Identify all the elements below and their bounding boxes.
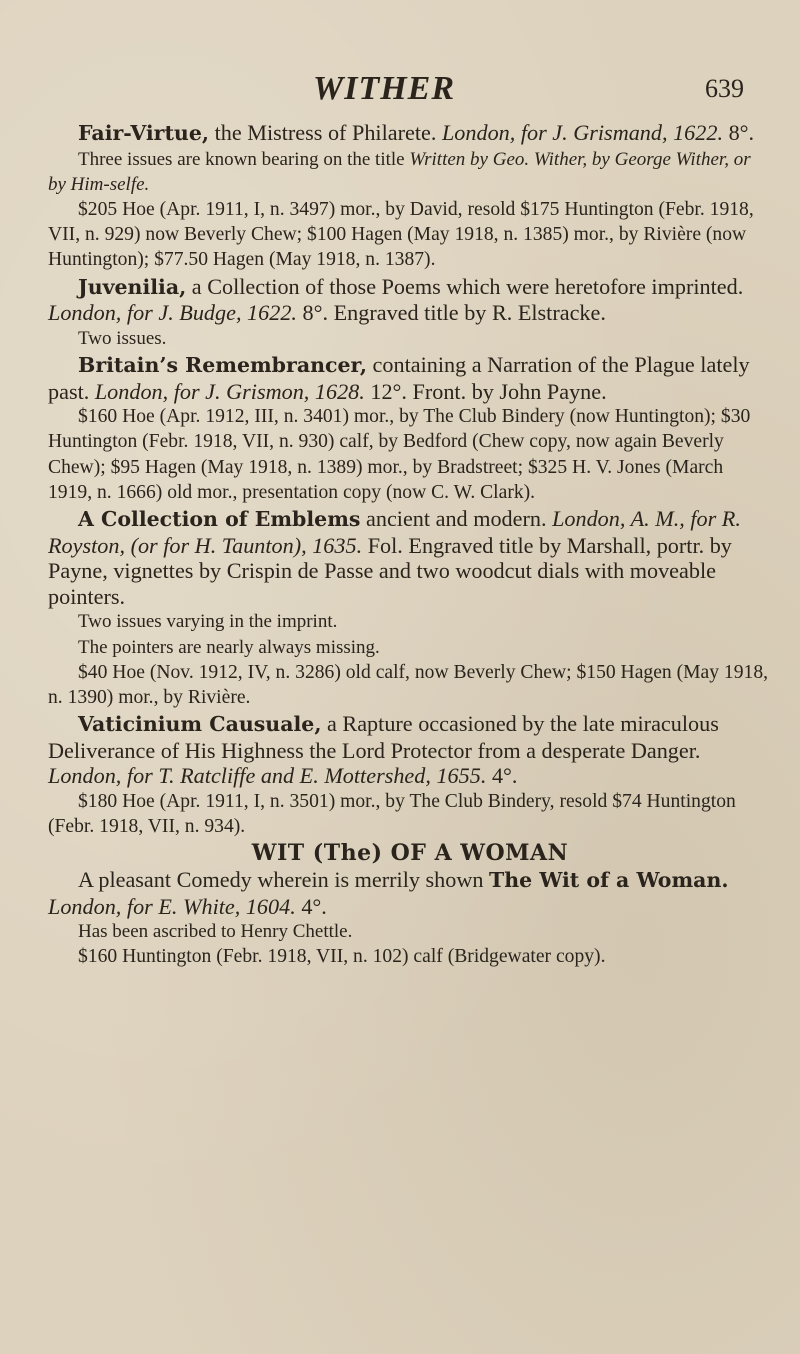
entry-title: Britain’s Remembrancer,: [78, 353, 367, 377]
entry-fair-virtue: [48, 120, 772, 273]
entry-imprint: London, for T. Ratcliffe and E. Mottershed, 1655.: [48, 763, 487, 789]
entry-imprint: London, for J. Grismon, 1628.: [94, 378, 365, 404]
entry-juvenilia: [48, 274, 772, 351]
entry-sales: $160 Huntington (Febr. 1918, VII, n. 102) calf (Bridgewater copy).: [78, 946, 606, 968]
section-heading: WIT (The) OF A WOMAN: [251, 840, 569, 867]
entry-description: a Rapture occasioned by the late miraculous Deliverance of His Highness the Lord Protector from a desperate Danger.: [48, 711, 719, 763]
entry-note-italic: Written by Geo. Wither, by George Wither, or by Him-selfe.: [48, 148, 751, 195]
entry-detail: Front. by John Payne.: [412, 378, 607, 404]
entry-sales: $205 Hoe (Apr. 1911, I, n. 3497) mor., by David, resold $175 Huntington (Febr. 1918, VII, n. 929) now Beverly Chew; $100 Hagen (May 1918, n. 1385) mor., by Rivière (now Huntington); $77.50 Hagen (May 1918, n. 1387).: [48, 199, 754, 271]
entry-format: 4°.: [301, 893, 327, 919]
entry-format: 8°.: [302, 300, 329, 326]
entry-detail: Engraved title by R. Elstracke.: [333, 300, 606, 326]
entry-format: Fol.: [367, 532, 403, 558]
entry-note: Has been ascribed to Henry Chettle.: [78, 921, 353, 943]
entry-format: 8°.: [728, 120, 755, 145]
entry-title: The Wit of a Woman.: [489, 867, 729, 892]
entry-note: Three issues are known bearing on the title: [78, 148, 405, 170]
entry-title: A Collection of Emblems: [78, 507, 361, 531]
entry-note: Two issues varying in the imprint.: [78, 611, 338, 633]
page-number: 639: [705, 74, 744, 103]
page-body: [48, 120, 772, 971]
entry-description: a Collection of those Poems which were heretofore imprinted.: [191, 273, 744, 299]
entry-format: 12°.: [370, 378, 407, 404]
entry-sales: $180 Hoe (Apr. 1911, I, n. 3501) mor., by The Club Bindery, resold $74 Huntington (Febr. 1918, VII, n. 934).: [48, 790, 736, 838]
entry-collection-of-emblems: [48, 506, 772, 710]
entry-title: Vaticinium Causuale,: [78, 712, 322, 737]
entry-note: Two issues.: [78, 327, 167, 349]
entry-detail: Engraved title by Marshall, portr. by Payne, vignettes by Crispin de Passe and two woodcut dials with moveable pointers.: [48, 532, 732, 609]
entry-description: the Mistress of Philarete.: [214, 120, 437, 145]
entry-wit-of-a-woman: [48, 867, 772, 970]
running-head: [48, 70, 770, 110]
entry-description: ancient and modern.: [366, 506, 547, 531]
entry-sales: $160 Hoe (Apr. 1912, III, n. 3401) mor., by The Club Bindery (now Huntington); $30 Huntington (Febr. 1918, VII, n. 930) calf, by Bedford (Chew copy, now again Beverly Chew); $95 Hagen (May 1918, n. 1389) mor., by Bradstreet; $325 H. V. Jones (March 1919, n. 1666) old mor., presentation copy (now C. W. Clark).: [48, 406, 751, 503]
entry-description: A pleasant Comedy wherein is merrily shown: [78, 866, 484, 892]
entry-imprint: London, for J. Budge, 1622.: [48, 300, 297, 326]
entry-britains-remembrancer: [48, 352, 772, 505]
entry-title: Fair-Virtue,: [78, 121, 210, 145]
entry-imprint: London, A. M., for R. Royston, (or for H. Taunton), 1635.: [48, 506, 741, 558]
entry-format: 4°.: [491, 763, 518, 789]
entry-title: Juvenilia,: [78, 274, 187, 299]
entry-imprint: London, for E. White, 1604.: [48, 893, 296, 919]
entry-imprint: London, for J. Grismand, 1622.: [441, 120, 724, 145]
entry-vaticinium-causuale: [48, 711, 772, 839]
entry-note-2: The pointers are nearly always missing.: [78, 636, 380, 658]
running-head-title: WITHER: [313, 70, 456, 107]
entry-sales: $40 Hoe (Nov. 1912, IV, n. 3286) old calf, now Beverly Chew; $150 Hagen (May 1918, n. 1390) mor., by Rivière.: [48, 661, 769, 708]
entry-description: containing a Narration of the Plague lately past.: [48, 352, 750, 404]
